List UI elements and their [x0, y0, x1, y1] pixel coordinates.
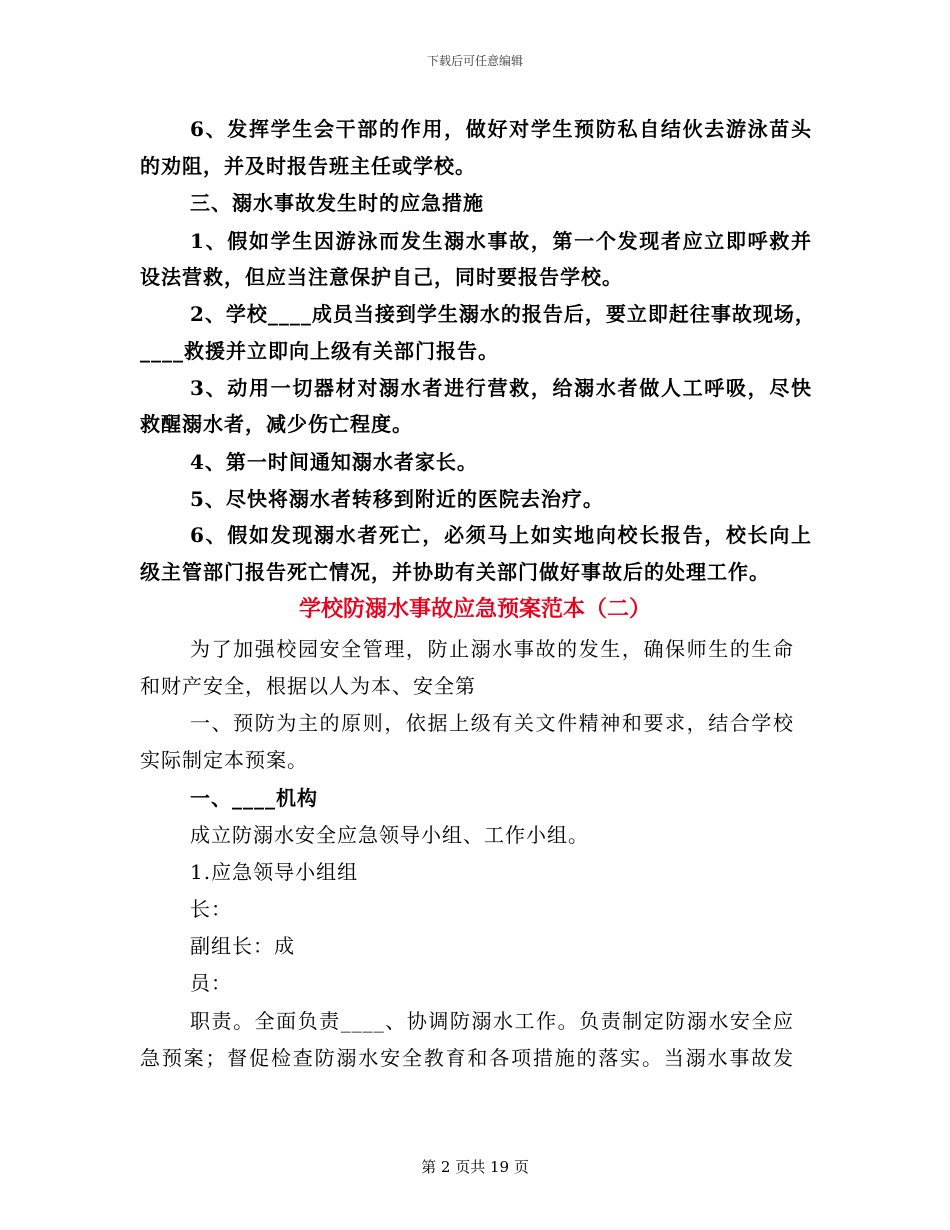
paragraph-line: 6、发挥学生会干部的作用，做好对学生预防私自结伙去游泳苗头: [190, 117, 812, 141]
paragraph-line: 职责。全面负责____、协调防溺水工作。负责制定防溺水安全应: [190, 1009, 794, 1033]
paragraph-line: 救醒溺水者，减少伤亡程度。: [140, 412, 413, 436]
paragraph-line: 长：: [190, 897, 232, 921]
paragraph-line: 4、第一时间通知溺水者家长。: [190, 450, 478, 474]
paragraph-line: 和财产安全，根据以人为本、安全第: [140, 674, 476, 698]
section-heading: 三、溺水事故发生时的应急措施: [190, 191, 484, 215]
paragraph-line: ____救援并立即向上级有关部门报告。: [140, 339, 499, 363]
paragraph-line: 5、尽快将溺水者转移到附近的医院去治疗。: [190, 487, 604, 511]
paragraph-line: 设法营救，但应当注意保护自己，同时要报告学校。: [140, 265, 623, 289]
paragraph-line: 成立防溺水安全应急领导小组、工作小组。: [190, 823, 589, 847]
paragraph-line: 的劝阻，并及时报告班主任或学校。: [140, 154, 476, 178]
paragraph-line: 3、动用一切器材对溺水者进行营救，给溺水者做人工呼吸，尽快: [190, 376, 812, 400]
document-title: 学校防溺水事故应急预案范本（二）: [298, 596, 651, 622]
paragraph-line: 级主管部门报告死亡情况，并协助有关部门做好事故后的处理工作。: [140, 560, 770, 584]
page-header: 下载后可任意编辑: [426, 54, 523, 68]
paragraph-line: 副组长：成: [190, 934, 295, 958]
paragraph-line: 1.应急领导小组组: [190, 860, 359, 884]
paragraph-line: 6、假如发现溺水者死亡，必须马上如实地向校长报告，校长向上: [190, 523, 812, 547]
section-heading: 一、____机构: [190, 786, 318, 810]
paragraph-line: 员：: [190, 971, 232, 995]
paragraph-line: 急预案；督促检查防溺水安全教育和各项措施的落实。当溺水事故发: [140, 1046, 794, 1070]
paragraph-line: 2、学校____成员当接到学生溺水的报告后，要立即赶往事故现场，: [190, 302, 816, 326]
paragraph-line: 实际制定本预案。: [140, 748, 308, 772]
paragraph-line: 为了加强校园安全管理，防止溺水事故的发生，确保师生的生命: [190, 637, 794, 661]
paragraph-line: 一、预防为主的原则，依据上级有关文件精神和要求，结合学校: [190, 711, 794, 735]
page-footer: 第 2 页共 19 页: [421, 1158, 529, 1176]
paragraph-line: 1、假如学生因游泳而发生溺水事故，第一个发现者应立即呼救并: [190, 229, 812, 253]
